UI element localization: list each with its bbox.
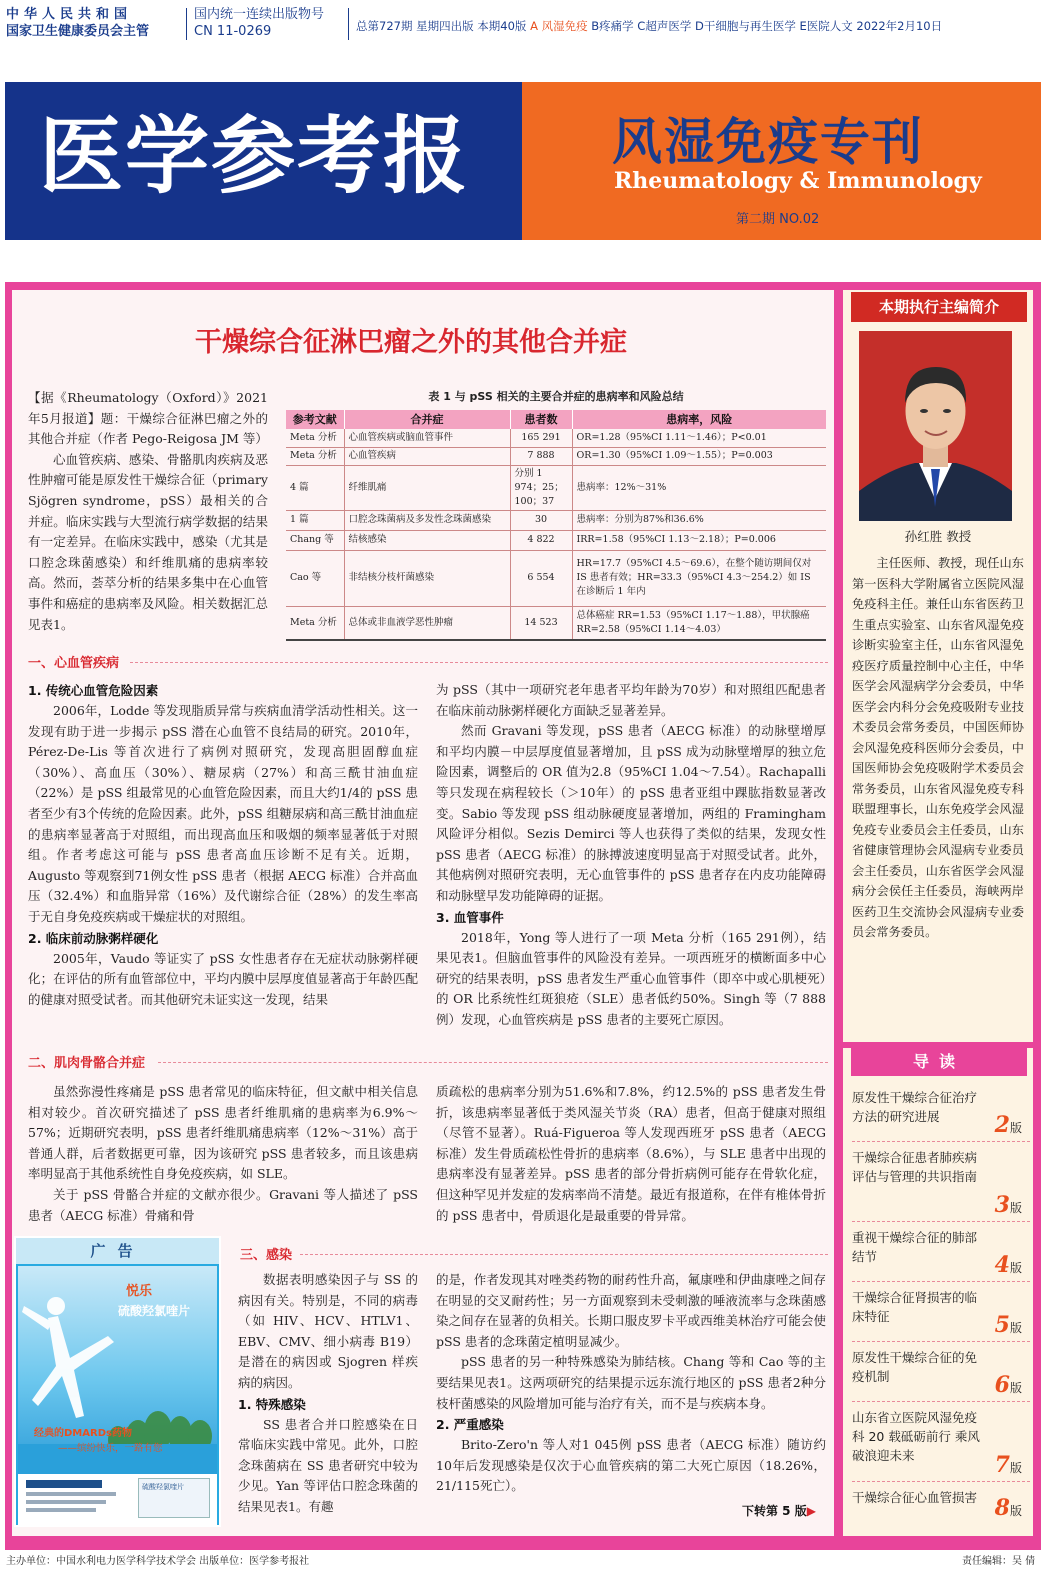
table-cell: 纤维肌痛 [344, 465, 510, 510]
section-heading: 一、心血管疾病 [28, 656, 120, 671]
advertisement[interactable] [14, 1236, 221, 1527]
table-cell: 分别 1 974；25；100；37 [510, 465, 572, 510]
subheading: 2. 临床前动脉粥样硬化 [28, 930, 159, 946]
paragraph: 虽然弥漫性疼痛是 pSS 患者常见的临床特征，但文献中相关信息相对较少。首次研究描述了 pSS 患者纤维肌痛的患病率为6.9%～57%；近期研究表明，pSS 患者纤维肌痛患病率（12%～31%）高于普通人群，后者数据更可靠，因为该研究 pSS 患者较多，而且该患病率明显高于其他系统性自身免疫疾病，如 SLE。 [28, 1084, 418, 1182]
guide-item-title: 干燥综合征患者肺疾病评估与管理的共识指南 [852, 1150, 978, 1184]
ad-header: 广告 [16, 1238, 219, 1264]
issue-info-pre: 总第727期 星期四出版 本期40版 [356, 19, 531, 33]
table-row [286, 530, 826, 550]
guide-item[interactable] [852, 1088, 1030, 1142]
section3-column-1 [238, 1270, 418, 1518]
section-heading: 二、肌肉骨骼合并症 [28, 1056, 146, 1071]
paragraph: 质疏松的患病率分别为51.6%和7.8%，约12.5%的 pSS 患者发生骨折，该患病率显著低于类风湿关节炎（RA）患者，但高于健康对照组（尽管不显著）。Ruá-Figueroa 等人发现西班牙 pSS 患者（AECG 标准）发生骨质疏松性骨折的患病率（8.6%），与 SLE 患者中出现的患病率没有显著差异。pSS 患者的部分骨折病例可能存在骨软化症，但这种罕见并发症的发病率尚不清楚。最近有报道称，在伴有椎体骨折的 pSS 患者中，骨质退化是最重要的骨异常。 [436, 1084, 826, 1223]
table-cell: 7 888 [510, 447, 572, 465]
top-strip [0, 0, 1063, 48]
ad-product-strip [18, 1474, 217, 1525]
guide-item-title: 山东省立医院风湿免疫科 20 载砥砺前行 乘风破浪迎未来 [852, 1410, 980, 1463]
supplement-title: 风湿免疫专刊 [612, 112, 924, 171]
table-cell: 非结核分枝杆菌感染 [344, 550, 510, 606]
table-header-row [286, 410, 826, 429]
guide-item-page: 3版 [994, 1192, 1022, 1218]
table-cell: 结核感染 [344, 530, 510, 550]
paragraph: 2005年，Vaudo 等证实了 pSS 女性患者存在无症状动脉粥样硬化；在评估的所有血管部位中，平均内膜中层厚度值显著高于年龄匹配的健康对照受试者。而其他研究未证实这一发现，结果 [28, 950, 418, 1007]
guide-item-title: 原发性干燥综合征的免疫机制 [852, 1350, 978, 1384]
section1-column-1 [28, 680, 418, 1010]
table-row [286, 510, 826, 530]
subheading: 3. 血管事件 [436, 909, 504, 925]
paragraph: 数据表明感染因子与 SS 的病因有关。特别是，不同的病毒（如 HIV、HCV、HTLV1、EBV、CMV、细小病毒 B19）是潜在的病因或 Sjogren 样疾病的病因。 [238, 1272, 418, 1390]
table-row [286, 447, 826, 465]
editor-header: 本期执行主编简介 [851, 292, 1027, 322]
paragraph: 然而 Gravani 等发现，pSS 患者（AECG 标准）的动脉壁增厚和平均内膜－中层厚度值显著增加，且 pSS 成为动脉壁增厚的独立危险因素，调整后的 OR 值为2.8（95%CI 1.04～7.54）。Rachapalli 等只发现在病程较长（＞10年）的 pSS 患者亚组中踝肱指数显著改变。Sabio 等发现 pSS 组动脉硬度显著增加，两组的 Framingham 风险评分相似。Sezis Demirci 等人也获得了类似的结果，发现女性 pSS 患者（AECG 标准）的脉搏波速度明显高于对照受试者。此外，其他病例对照研究表明，无心血管事件的 pSS 患者存在内皮功能障碍和动脉壁早发功能障碍的证据。 [436, 723, 826, 903]
article-intro [28, 388, 268, 635]
table-cell: OR=1.30（95%CI 1.09～1.55）；P=0.003 [572, 447, 826, 465]
table-cell: 患病率：分别为87%和36.6% [572, 510, 826, 530]
section-heading: 三、感染 [240, 1248, 293, 1263]
table-cell: 30 [510, 510, 572, 530]
table-cell: Meta 分析 [286, 429, 344, 447]
section-divider [158, 1062, 828, 1063]
subheading: 2. 严重感染 [436, 1417, 504, 1433]
paragraph: 为 pSS（其中一项研究老年患者平均年龄为70岁）和对照组匹配患者在临床前动脉粥样硬化方面缺乏显著差异。 [436, 682, 826, 718]
guide-item-page: 7版 [994, 1452, 1022, 1478]
guide-item[interactable] [852, 1408, 1030, 1482]
issue-info-post: B疼痛学 C超声医学 D干细胞与再生医学 E医院人文 2022年2月10日 [587, 19, 943, 33]
editor-photo [859, 331, 1012, 521]
table-row [286, 429, 826, 447]
table-cell: 口腔念珠菌病及多发性念珠菌感染 [344, 510, 510, 530]
issue-section-a: A 风湿免疫 [530, 19, 588, 33]
table-cell: 总体或非血液学恶性肿瘤 [344, 606, 510, 640]
guide-item[interactable] [852, 1148, 1030, 1222]
divider [186, 8, 187, 40]
sponsor-line-2: 国家卫生健康委员会主管 [6, 24, 150, 39]
intro-paragraph: 心血管疾病、感染、骨骼肌肉疾病及恶性肿瘤可能是原发性干燥综合征（primary Sjögren syndrome，pSS）最相关的合并症。临床实践与大型流行病学数据的结果有一定差异。在临床实践中，感染（尤其是口腔念珠菌感染）和纤维肌痛的患病率较高。然而，荟萃分析的结果多集中在心血管事件和癌症的患病率及风险。相关数据汇总见表1。 [28, 451, 268, 632]
guide-header: 导读 [851, 1048, 1027, 1076]
section2-column-1 [28, 1082, 418, 1226]
continued-on-page[interactable] [742, 1502, 816, 1519]
masthead-supplement-panel [522, 82, 1041, 240]
ad-slogan-2: ——缤纷快乐，一路有您 [58, 1443, 163, 1454]
ad-slogan-1: 经典的DMARDs药物 [34, 1428, 132, 1439]
table-cell: 总体癌症 RR=1.53（95%CI 1.17～1.88），甲状腺癌 RR=2.58（95%CI 1.14～4.03） [572, 606, 826, 640]
newspaper-title: 医学参考报 [39, 106, 470, 205]
table-header: 合并症 [344, 410, 510, 429]
portrait-illustration [859, 331, 1012, 521]
table-row [286, 550, 826, 606]
paragraph: 2018年，Yong 等人进行了一项 Meta 分析（165 291例），结果见表1。但脑血管事件的风险没有差异。一项西班牙的横断面多中心研究的结果表明，pSS 患者发生严重心血管事件（即卒中或心肌梗死）的 OR 比系统性红斑狼疮（SLE）患者低约50%。Singh 等（7 888例）发现，心血管疾病是 pSS 患者的主要死亡原因。 [436, 929, 826, 1027]
table-header: 参考文献 [286, 410, 344, 429]
guide-item-page: 6版 [994, 1372, 1022, 1398]
sponsor-block [6, 6, 186, 40]
table-cell: 4 822 [510, 530, 572, 550]
guide-item[interactable] [852, 1348, 1030, 1402]
table-cell: 165 291 [510, 429, 572, 447]
arrow-right-icon: ▶ [806, 1504, 816, 1518]
paragraph: SS 患者合并口腔感染在日常临床实践中常见。此外，口腔念珠菌病在 SS 患者研究中较为少见。Yan 等评估口腔念珠菌的结果见表1。有趣 [238, 1416, 418, 1514]
serial-block [194, 6, 324, 40]
subheading: 1. 特殊感染 [238, 1396, 306, 1412]
guide-item-page: 4版 [994, 1252, 1022, 1278]
guide-item-title: 干燥综合征肾损害的临床特征 [852, 1290, 978, 1324]
paragraph: 的是，作者发现其对唑类药物的耐药性升高，氟康唑和伊曲康唑之间存在明显的交叉耐药性；另一方面观察到未受刺激的唾液流率与念珠菌感染之间存在显著的负相关。长期口服皮罗卡平或西维美林治疗可能会使 pSS 患者的念珠菌定植明显减少。 [436, 1272, 826, 1349]
table-cell: HR=17.7（95%CI 4.5～69.6），在整个随访期间仅对 IS 患者有效；HR=33.3（95%CI 4.3～254.2）如 IS 在诊断后 1 年内 [572, 550, 826, 606]
table-cell: 心血管疾病 [344, 447, 510, 465]
paragraph: 2006年，Lodde 等发现脂质异常与疾病血清学活动性相关。这一发现有助于进一步揭示 pSS 潜在心血管不良结局的研究。2010年，Pérez-De-Lis 等首次进行了病例对照研究，发现高胆固醇血症（30%）、高血压（30%）、糖尿病（27%）和高三酰甘油血症（22%）是 pSS 组最常见的心血管危险因素，而且大约1/4的 pSS 患者至少有3个传统的危险因素。此外，pSS 组糖尿病和高三酰甘油血症的患病率显著高于对照组，而出现高血压和吸烟的频率显著低于对照组。作者考虑这可能与 pSS 患者高血压诊断不足有关。近期，Augusto 等观察到71例女性 pSS 患者（根据 AECG 标准）合并高血压（32.4%）和血脂异常（16%）及代谢综合征（28%）的发生率高于无自身免疫疾病或干燥症状的对照组。 [28, 703, 418, 924]
editor-name: 孙红胜 教授 [904, 529, 972, 544]
table-row [286, 465, 826, 510]
table-cell: IRR=1.58（95%CI 1.13～2.18）；P=0.006 [572, 530, 826, 550]
guide-item-page: 2版 [994, 1112, 1022, 1138]
divider [348, 8, 349, 40]
serial-label: 国内统一连续出版物号 [194, 7, 325, 22]
section1-column-2 [436, 680, 826, 1031]
guide-item-page: 5版 [994, 1312, 1022, 1338]
section2-column-2 [436, 1082, 826, 1226]
paragraph: Brito-Zero'n 等人对1 045例 pSS 患者（AECG 标准）随访约10年后发现感染是仅次于心血管疾病的第二大死亡原因（18.26%，21/115死亡）。 [436, 1437, 826, 1494]
continued-label: 下转第 5 版 [742, 1504, 807, 1518]
guide-item[interactable] [852, 1288, 1030, 1342]
table-row [286, 606, 826, 640]
guide-item-title: 原发性干燥综合征治疗方法的研究进展 [852, 1090, 978, 1124]
ad-product: 硫酸羟氯喹片 [118, 1304, 191, 1318]
paragraph: pSS 患者的另一种特殊感染为肺结核。Chang 等和 Cao 等的主要结果见表1。这两项研究的结果提示远东流行地区的 pSS 患者2种分枝杆菌感染的风险增加可能与治疗有关，而不是与疾病本身。 [436, 1354, 826, 1411]
section3-column-2 [436, 1270, 826, 1497]
ad-company-bar [26, 1480, 102, 1488]
ad-image [18, 1266, 217, 1474]
footer-publisher: 主办单位：中国水利电力医学科学技术学会 出版单位：医学参考报社 [6, 1556, 310, 1567]
issue-number: 第二期 NO.02 [736, 212, 820, 227]
ad-box-label: 硫酸羟氯喹片 [142, 1483, 184, 1491]
comorbidity-table [286, 410, 826, 641]
guide-item[interactable] [852, 1228, 1030, 1282]
subheading: 1. 传统心血管危险因素 [28, 683, 159, 698]
sponsor-line-1: 中华人民共和国 [6, 7, 133, 22]
table-cell: 14 523 [510, 606, 572, 640]
table-cell: OR=1.28（95%CI 1.11～1.46）；P<0.01 [572, 429, 826, 447]
section-divider [300, 1254, 828, 1255]
paragraph: 关于 pSS 骨骼合并症的文献亦很少。Gravani 等人描述了 pSS 患者（AECG 标准）骨痛和骨 [28, 1186, 418, 1223]
masthead [5, 82, 1041, 240]
ad-brand: 悦乐 [126, 1284, 153, 1299]
table-header: 患者数 [510, 410, 572, 429]
table-cell: Meta 分析 [286, 447, 344, 465]
table-cell: 患病率：12%～31% [572, 465, 826, 510]
intro-source: 【据《Rheumatology（Oxford）》2021年5月报道】题：干燥综合征淋巴瘤之外的其他合并症（作者 Pego-Reigosa JM 等） [28, 390, 268, 447]
supplement-title-en: Rheumatology & Immunology [614, 168, 982, 194]
section-divider [130, 662, 828, 663]
footer-editor: 责任编辑：吴 倩 [962, 1556, 1036, 1567]
masthead-title-panel [5, 82, 522, 240]
serial-code: CN 11-0269 [194, 24, 272, 39]
table-cell: 心血管疾病或脑血管事件 [344, 429, 510, 447]
table-cell: 6 554 [510, 550, 572, 606]
table-cell: 1 篇 [286, 510, 344, 530]
article-headline: 干燥综合征淋巴瘤之外的其他合并症 [195, 327, 627, 358]
guide-item-title: 干燥综合征心血管损害 [852, 1490, 978, 1505]
table-cell: 4 篇 [286, 465, 344, 510]
editor-bio: 主任医师、教授，现任山东第一医科大学附属省立医院风湿免疫科主任。兼任山东省医药卫生重点实验室、山东省风湿免疫诊断实验室主任，山东省风湿免疫医疗质量控制中心主任，中华医学会风湿病学分会委员，中华医学会内科分会免疫吸附专业技术委员会常务委员，中国医师协会风湿免疫科医师分会委员，中国医师协会免疫吸附学术委员会常务委员，山东省风湿免疫专科联盟理事长，山东免疫学会风湿免疫专业委员会主任委员，山东省健康管理协会风湿病专业委员会主任委员，山东省医学会风湿病分会侯任主任委员，海峡两岸医药卫生交流协会风湿病专业委员会常务委员。 [852, 556, 1024, 939]
guide-item[interactable] [852, 1488, 1030, 1524]
table-caption: 表 1 与 pSS 相关的主要合并症的患病率和风险总结 [428, 390, 684, 403]
guide-item-title: 重视干燥综合征的肺部结节 [852, 1230, 978, 1264]
table-header: 患病率，风险 [572, 410, 826, 429]
table-cell: Cao 等 [286, 550, 344, 606]
ad-product-box [138, 1478, 210, 1518]
table-cell: Chang 等 [286, 530, 344, 550]
issue-info [356, 18, 942, 34]
table-cell: Meta 分析 [286, 606, 344, 640]
guide-item-page: 8版 [994, 1495, 1022, 1521]
